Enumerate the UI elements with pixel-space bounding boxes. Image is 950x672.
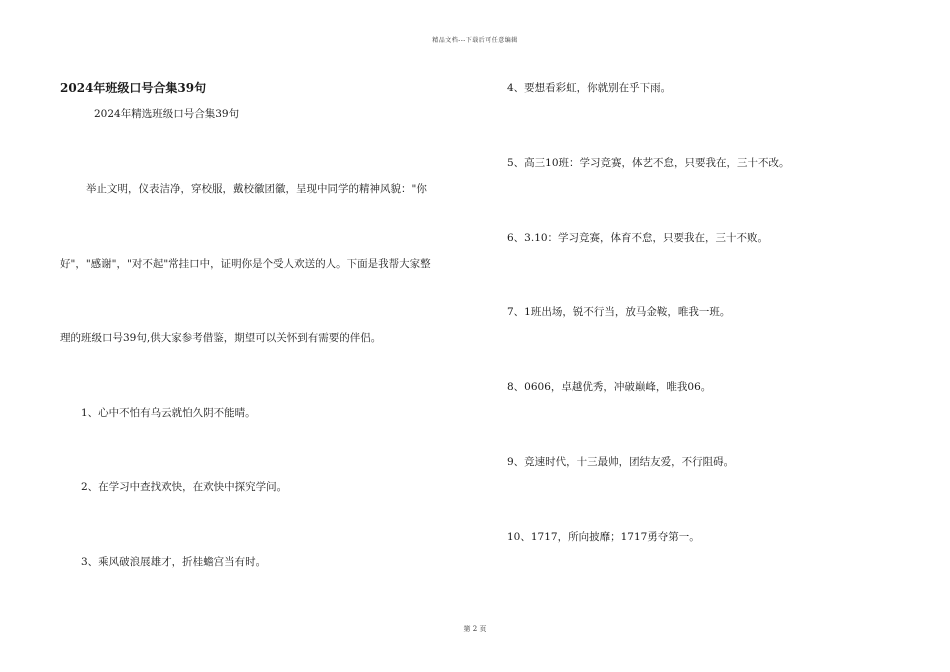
slogan-item-4: 4、要想看彩虹，你就别在乎下雨。 — [507, 82, 672, 94]
document-title: 2024年班级口号合集39句 — [60, 81, 207, 95]
slogan-item-9: 9、竞速时代，十三最帅，团结友爱，不行阻碍。 — [507, 456, 735, 468]
document-subtitle: 2024年精选班级口号合集39句 — [94, 108, 240, 120]
slogan-item-8: 8、0606，卓越优秀，冲破巅峰，唯我06。 — [507, 381, 712, 393]
slogan-item-2: 2、在学习中查找欢快，在欢快中探究学问。 — [81, 481, 288, 493]
slogan-item-5: 5、高三10班：学习竞赛，体艺不怠，只要我在，三十不改。 — [507, 157, 790, 169]
slogan-item-6: 6、3.10：学习竞赛，体育不怠，只要我在，三十不败。 — [507, 232, 769, 244]
page-header: 精品文档---下载后可任意编辑 — [432, 37, 518, 44]
intro-line-1: 举止文明，仪表洁净，穿校服，戴校徽团徽，呈现中同学的精神风貌："你 — [86, 183, 427, 195]
slogan-item-7: 7、1班出场，锐不行当，放马金鞍，唯我一班。 — [507, 306, 731, 318]
page-number: 第 2 页 — [463, 625, 487, 633]
slogan-item-1: 1、心中不怕有乌云就怕久阴不能晴。 — [81, 407, 256, 419]
intro-line-3: 理的班级口号39句,供大家参考借鉴，期望可以关怀到有需要的伴侣。 — [60, 332, 382, 344]
slogan-item-10: 10、1717，所向披靡；1717勇夺第一。 — [507, 531, 700, 543]
slogan-item-3: 3、乘风破浪展雄才，折桂蟾宫当有时。 — [81, 556, 267, 568]
intro-line-2: 好"，"感谢"，"对不起"常挂口中，证明你是个受人欢送的人。下面是我帮大家整 — [60, 258, 431, 270]
